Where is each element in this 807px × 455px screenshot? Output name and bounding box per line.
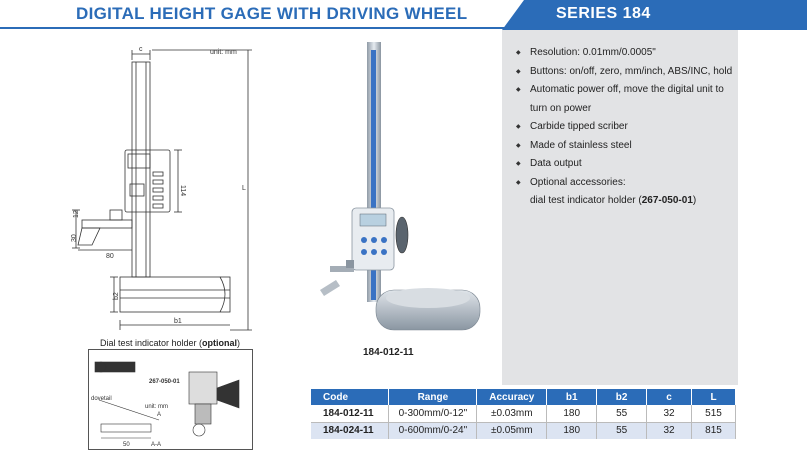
button-icon bbox=[381, 237, 387, 243]
table-row bbox=[311, 405, 736, 422]
dim-c-label: c bbox=[139, 46, 143, 53]
dim-L-label: L bbox=[242, 185, 246, 192]
cell-b2: 55 bbox=[597, 422, 647, 439]
feature-item-continuation: turn on power bbox=[530, 102, 592, 114]
driving-wheel bbox=[396, 217, 408, 253]
col-header-range: Range bbox=[389, 389, 477, 405]
feature-list bbox=[516, 44, 738, 211]
feature-item: ◆ Made of stainless steel bbox=[516, 137, 738, 156]
dim-114-label: 114 bbox=[179, 185, 186, 197]
button-icon bbox=[371, 237, 377, 243]
col-header-accuracy: Accuracy bbox=[477, 389, 547, 405]
dim-12-label: 12 bbox=[73, 210, 80, 218]
technical-drawing bbox=[70, 40, 260, 340]
col-header-b2: b2 bbox=[597, 389, 647, 405]
cell-b2: 55 bbox=[597, 405, 647, 422]
button-icon bbox=[381, 249, 387, 255]
cell-L: 515 bbox=[692, 405, 736, 422]
col-header-L: L bbox=[692, 389, 736, 405]
table-row bbox=[311, 422, 736, 439]
product-photo bbox=[310, 40, 500, 345]
scriber-tip bbox=[320, 280, 340, 296]
accessory-suffix: ) bbox=[692, 195, 697, 206]
dim-b2-label: b2 bbox=[113, 292, 120, 300]
dim-b1-label: b1 bbox=[174, 318, 182, 325]
accessory-code: 267-050-01 bbox=[641, 195, 693, 206]
cell-b1: 180 bbox=[547, 422, 597, 439]
cell-b1: 180 bbox=[547, 405, 597, 422]
cell-accuracy: ±0.03mm bbox=[477, 405, 547, 422]
holder-unit-label: unit: mm bbox=[145, 404, 169, 410]
holder-caption bbox=[100, 338, 240, 348]
col-header-c: c bbox=[647, 389, 692, 405]
holder-illustration-box bbox=[88, 349, 253, 450]
holder-caption-prefix: Dial test indicator holder ( bbox=[100, 338, 203, 348]
spec-table bbox=[311, 389, 736, 439]
feature-accessory bbox=[516, 192, 738, 211]
feature-item: ◆ Resolution: 0.01mm/0.0005" bbox=[516, 44, 738, 63]
holder-dim-A: A bbox=[157, 412, 162, 418]
col-header-b1: b1 bbox=[547, 389, 597, 405]
holder-dim-AA: A-A bbox=[151, 442, 162, 448]
table-header-row bbox=[311, 389, 736, 405]
button-icon bbox=[361, 249, 367, 255]
holder-dim-50: 50 bbox=[123, 442, 130, 448]
cell-code: 184-012-11 bbox=[311, 405, 389, 422]
holder-dovetail-label: dovetail bbox=[91, 396, 112, 402]
header bbox=[0, 0, 807, 30]
cell-range: 0-300mm/0-12" bbox=[389, 405, 477, 422]
cell-L: 815 bbox=[692, 422, 736, 439]
feature-item: ◆ Carbide tipped scriber bbox=[516, 118, 738, 137]
cell-range: 0-600mm/0-24" bbox=[389, 422, 477, 439]
feature-item: ◆ Buttons: on/off, zero, mm/inch, ABS/INC, hold bbox=[516, 63, 738, 82]
series-banner bbox=[502, 0, 807, 30]
page-title: DIGITAL HEIGHT GAGE WITH DRIVING WHEEL bbox=[76, 4, 468, 23]
dim-80-label: 80 bbox=[106, 253, 114, 260]
drawing-unit-label: unit: mm bbox=[210, 49, 237, 56]
cell-code: 184-024-11 bbox=[311, 422, 389, 439]
header-rule bbox=[0, 27, 540, 29]
photo-model-label: 184-012-11 bbox=[363, 347, 414, 358]
holder-caption-suffix: ) bbox=[237, 338, 241, 348]
series-label: SERIES 184 bbox=[556, 5, 651, 22]
feature-item: ◆ Optional accessories: bbox=[516, 174, 738, 193]
base-top bbox=[386, 288, 470, 308]
col-header-code: Code bbox=[311, 389, 389, 405]
clamp-screw bbox=[346, 260, 354, 268]
cell-accuracy: ±0.05mm bbox=[477, 422, 547, 439]
button-icon bbox=[371, 249, 377, 255]
cell-c: 32 bbox=[647, 405, 692, 422]
holder-code: 267-050-01 bbox=[149, 379, 180, 385]
holder-caption-optional: optional bbox=[202, 338, 238, 348]
dim-30-label: 30 bbox=[71, 234, 78, 242]
feature-item: ◆ Data output bbox=[516, 155, 738, 174]
lcd-display bbox=[360, 214, 386, 226]
button-icon bbox=[361, 237, 367, 243]
accessory-prefix: dial test indicator holder ( bbox=[530, 195, 642, 206]
feature-item: ◆ Automatic power off, move the digital unit to bbox=[516, 81, 738, 100]
holder-illustration bbox=[89, 350, 252, 449]
cell-c: 32 bbox=[647, 422, 692, 439]
